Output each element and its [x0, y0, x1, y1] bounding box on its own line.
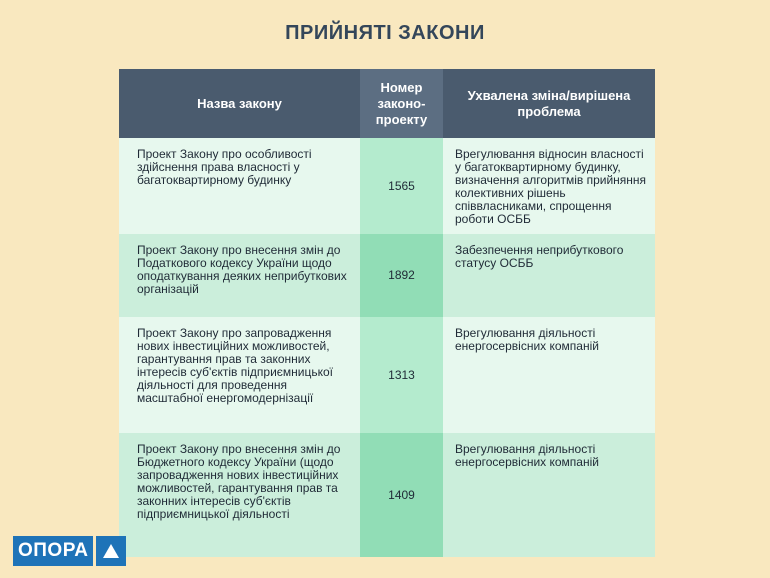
law-name-cell: Проект Закону про внесення змін до Бюджетного кодексу України (щодо запровадження нових інвестиційних можливостей, гарантування прав та законних інтересів суб'єктів підприємницької діяльності: [119, 433, 360, 557]
triangle-logo-icon: [96, 536, 126, 566]
table-header-row: [119, 69, 655, 138]
bill-number-cell: 1313: [360, 317, 443, 433]
laws-table: [119, 69, 655, 557]
logo-text: ОПОРА: [13, 536, 93, 566]
problem-cell: Врегулювання діяльності енергосервісних компаній: [443, 433, 655, 557]
opora-logo: [13, 536, 126, 566]
table-row: [119, 317, 655, 433]
table-row: [119, 433, 655, 557]
law-name-cell: Проект Закону про запровадження нових інвестиційних можливостей, гарантування прав та законних інтересів суб'єктів підприємницької діяльності для проведення масштабної енергомодернізації: [119, 317, 360, 433]
table-row: [119, 138, 655, 234]
header-problem: Ухвалена зміна/вирішена проблема: [443, 69, 655, 138]
law-name-cell: Проект Закону про особливості здійснення права власності у багатоквартирному будинку: [119, 138, 360, 234]
problem-cell: Забезпечення неприбуткового статусу ОСББ: [443, 234, 655, 317]
bill-number-cell: 1565: [360, 138, 443, 234]
table-row: [119, 234, 655, 317]
law-name-cell: Проект Закону про внесення змін до Податкового кодексу України щодо оподаткування деяких неприбуткових організацій: [119, 234, 360, 317]
problem-cell: Врегулювання відносин власності у багатоквартирному будинку, визначення алгоритмів прийняння колективних рішень співвласниками, спрощення роботи ОСББ: [443, 138, 655, 234]
page-title: ПРИЙНЯТІ ЗАКОНИ: [285, 22, 485, 44]
bill-number-cell: 1409: [360, 433, 443, 557]
header-law-name: Назва закону: [119, 69, 360, 138]
header-bill-number: Номер законо-проекту: [360, 69, 443, 138]
problem-cell: Врегулювання діяльності енергосервісних компаній: [443, 317, 655, 433]
bill-number-cell: 1892: [360, 234, 443, 317]
